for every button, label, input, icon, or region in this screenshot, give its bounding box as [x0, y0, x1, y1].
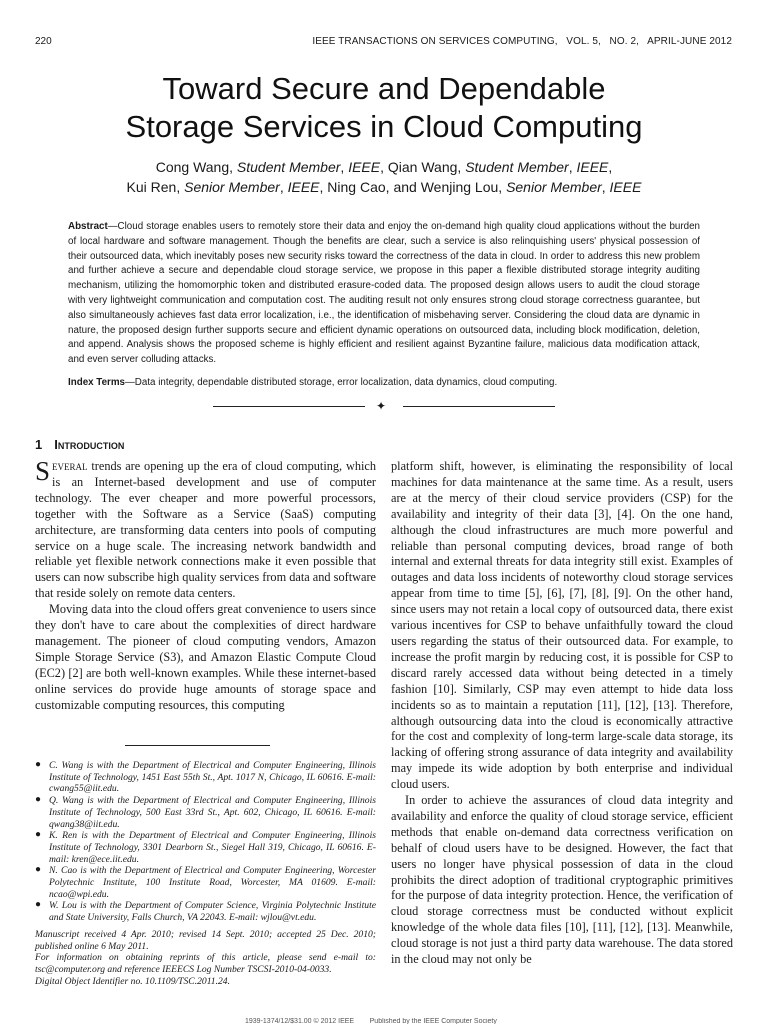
author-org: IEEE	[609, 179, 642, 195]
author-role: Student Member	[465, 159, 569, 175]
author-line-1: Cong Wang, Student Member, IEEE, Qian Wang, Student Member, IEEE,	[155, 159, 613, 175]
page-number: 220	[35, 36, 52, 47]
footnote-rule	[125, 745, 270, 746]
paper-title	[0, 70, 768, 146]
index-terms-label: Index Terms	[68, 377, 125, 388]
paragraph: Moving data into the cloud offers great convenience to users since they don't have to care about the complexities of direct hardware management. The pioneer of cloud computing vendors, Amazon Simple Storage Service (S3), and Amazon Elastic Compute Cloud (EC2) [2] are both well-known examples. While these internet-based online services do provide huge amounts of storage space and customizable computing resources, this computing	[35, 602, 376, 712]
index-terms-text: Data integrity, dependable distributed storage, error localization, data dynamics, cloud computing.	[134, 377, 558, 388]
reprint-info: For information on obtaining reprints of this article, please send e-mail to: tsc@computer.org and reference IEEECS Log Number TSCSI-2010-04-0033.	[35, 952, 376, 975]
author-name: Qian Wang	[387, 159, 458, 175]
footnote-item: ● N. Cao is with the Department of Electrical and Computer Engineering, Worcester Polytechnic Institute, 100 Institute Road, Worcester, MA 01609. E-mail: ncao@wpi.edu.	[35, 864, 376, 900]
abstract: Abstract—Cloud storage enables users to remotely store their data and enjoy the on-demand high quality cloud applications without the burden of local hardware and software management. Though the benefits are clear, such a service is also relinquishing users' physical possession of their outsourced data, which inevitably poses new security risks toward the correctness of the data in cloud. In order to address this new problem and further achieve a secure and dependable cloud storage service, we propose in this paper a flexible distributed storage integrity auditing mechanism, utilizing the homomorphic token and distributed erasure-coded data. The proposed design allows users to audit the cloud storage with very lightweight communication and computation cost. The auditing result not only ensures strong cloud storage correctness guarantee, but also simultaneously achieves fast data error localization, i.e., the identification of misbehaving server. Considering the cloud data are dynamic in nature, the proposed design further supports secure and efficient dynamic operations on outsourced data, including block modification, deletion, and append. Analysis shows the proposed scheme is highly efficient and resilient against Byzantine failure, malicious data modification attack, and even server colluding attacks.	[68, 221, 700, 366]
index-terms: Index Terms—Data integrity, dependable distributed storage, error localization, data dynamics, cloud computing.	[68, 377, 558, 388]
author-name: Kui Ren	[126, 179, 177, 195]
section-separator	[213, 398, 555, 414]
left-column	[35, 456, 376, 714]
journal-header: IEEE TRANSACTIONS ON SERVICES COMPUTING, VOL. 5, NO. 2, APRIL-JUNE 2012	[312, 36, 732, 47]
section-heading	[35, 437, 124, 452]
footnote-item: ● K. Ren is with the Department of Electrical and Computer Engineering, Illinois Institute of Technology, 3301 Dearborn St., Siegel Hall 319, Chicago, IL 60616. E-mail: kren@ece.iit.edu.	[35, 829, 376, 865]
author-role: Senior Member	[506, 179, 602, 195]
footnote-item: ● Q. Wang is with the Department of Electrical and Computer Engineering, Illinois Institute of Technology, 500 East 33rd St., Apt. 602, Chicago, IL 60616. E-mail: qwang38@iit.edu.	[35, 794, 376, 830]
manuscript-info	[35, 929, 376, 988]
manuscript-dates: Manuscript received 4 Apr. 2010; revised 14 Sept. 2010; accepted 25 Dec. 2010; published online 6 May 2011.	[35, 928, 376, 952]
author-role: Senior Member	[184, 179, 280, 195]
section-title: Introduction	[54, 437, 125, 452]
footnote-item: ● W. Lou is with the Department of Computer Science, Virginia Polytechnic Institute and State University, Falls Church, VA 22043. E-mail: wjlou@vt.edu.	[35, 899, 376, 924]
paragraph: In order to achieve the assurances of cloud data integrity and availability and enforce the quality of cloud storage service, efficient methods that enable on-demand data correctness verification on behalf of cloud users have to be designed. However, the fact that users no longer have physical possession of data in the cloud prohibits the direct adoption of traditional cryptographic primitives for the purpose of data integrity protection. Hence, the verification of cloud storage correctness must be conducted without explicit knowledge of the whole data files [10], [11], [12], [13]. Meanwhile, cloud storage is not just a third party data warehouse. The data stored in the cloud may not only be	[391, 793, 733, 967]
abstract-label: Abstract	[68, 221, 108, 232]
abstract-text: Cloud storage enables users to remotely store their data and enjoy the on-demand high quality cloud applications without the burden of local hardware and software management. Though the benefits are clear, such a service is also relinquishing users' physical possession of their outsourced data, which inevitably poses new security risks toward the correctness of the data in cloud. In order to address this new problem and further achieve a secure and dependable cloud storage service, we propose in this paper a flexible distributed storage integrity auditing mechanism, utilizing the homomorphic token and distributed erasure-coded data. The proposed design allows users to audit the cloud storage with very lightweight communication and computation cost. The auditing result not only ensures strong cloud storage correctness guarantee, but also simultaneously achieves fast data error localization, i.e., the identification of misbehaving server. Considering the cloud data are dynamic in nature, the proposed design further supports secure and efficient dynamic operations on outsourced data, including block modification, deletion, and append. Analysis shows the proposed scheme is highly efficient and resilient against Byzantine failure, malicious data modification attack, and even server colluding attacks.	[68, 221, 700, 366]
author-name: Cong Wang	[155, 159, 230, 175]
author-list	[0, 157, 768, 197]
paragraph: platform shift, however, is eliminating the responsibility of local machines for data maintenance at the same time. As a result, users are at the mercy of their cloud service providers (CSP) for the availability and integrity of their data [3], [4]. On the one hand, although the cloud infrastructures are much more powerful and reliable than personal computing devices, broad range of both internal and external threats for data integrity still exist. Examples of outages and data loss incidents of noteworthy cloud storage services appear from time to time [5], [6], [7], [8], [9]. On the other hand, since users may not retain a local copy of outsourced data, there exist various incentives for CSP to behave unfaithfully toward the cloud users regarding the status of their outsourced data. For example, to increase the profit margin by reducing cost, it is possible for CSP to discard rarely accessed data without being detected in a timely fashion [10]. Similarly, CSP may even attempt to hide data loss incidents so as to maintain a reputation [11], [12], [13]. Therefore, although outsourcing data into the cloud is economically attractive for the cost and complexity of long-term large-scale data storage, its lacking of offering strong assurance of data integrity and availability may impede its wide adoption by both enterprise and individual cloud users.	[391, 459, 733, 792]
author-name: Ning Cao	[327, 179, 386, 195]
author-role: Student Member	[236, 159, 341, 175]
title-line-1: Toward Secure and Dependable	[162, 71, 606, 106]
paragraph: Several trends are opening up the era of cloud computing, which is an Internet-based development and use of computer technology. The ever cheaper and more powerful processors, together with the Software as a Service (SaaS) computing architecture, are transforming data centers into pools of computing service on a huge scale. The increasing network bandwidth and reliable yet flexible network connections make it even possible that users can now subscribe high quality services from data and software that reside solely on remote data centers.	[35, 456, 376, 601]
author-name: Wenjing Lou	[420, 179, 499, 195]
section-number: 1	[35, 437, 43, 452]
author-line-2: Kui Ren, Senior Member, IEEE, Ning Cao, and Wenjing Lou, Senior Member, IEEE	[126, 179, 642, 195]
title-line-2: Storage Services in Cloud Computing	[125, 109, 643, 144]
footnotes	[35, 760, 376, 987]
author-org: IEEE	[348, 159, 381, 175]
separator-line-right	[403, 406, 555, 407]
doi: Digital Object Identifier no. 10.1109/TSC.2011.24.	[35, 975, 230, 987]
author-org: IEEE	[287, 179, 320, 195]
separator-diamond-icon: ✦	[376, 399, 387, 413]
right-column	[391, 459, 733, 968]
footer-copyright: 1939-1374/12/$31.00 © 2012 IEEE Published by the IEEE Computer Society	[245, 1018, 497, 1024]
dropcap: S	[35, 456, 51, 486]
separator-line-left	[213, 406, 365, 407]
footnote-item: ● C. Wang is with the Department of Electrical and Computer Engineering, Illinois Institute of Technology, 1451 East 55th St., Apt. 1017 N, Chicago, IL 60616. E-mail: cwang55@iit.edu.	[35, 759, 376, 795]
author-org: IEEE	[576, 159, 609, 175]
